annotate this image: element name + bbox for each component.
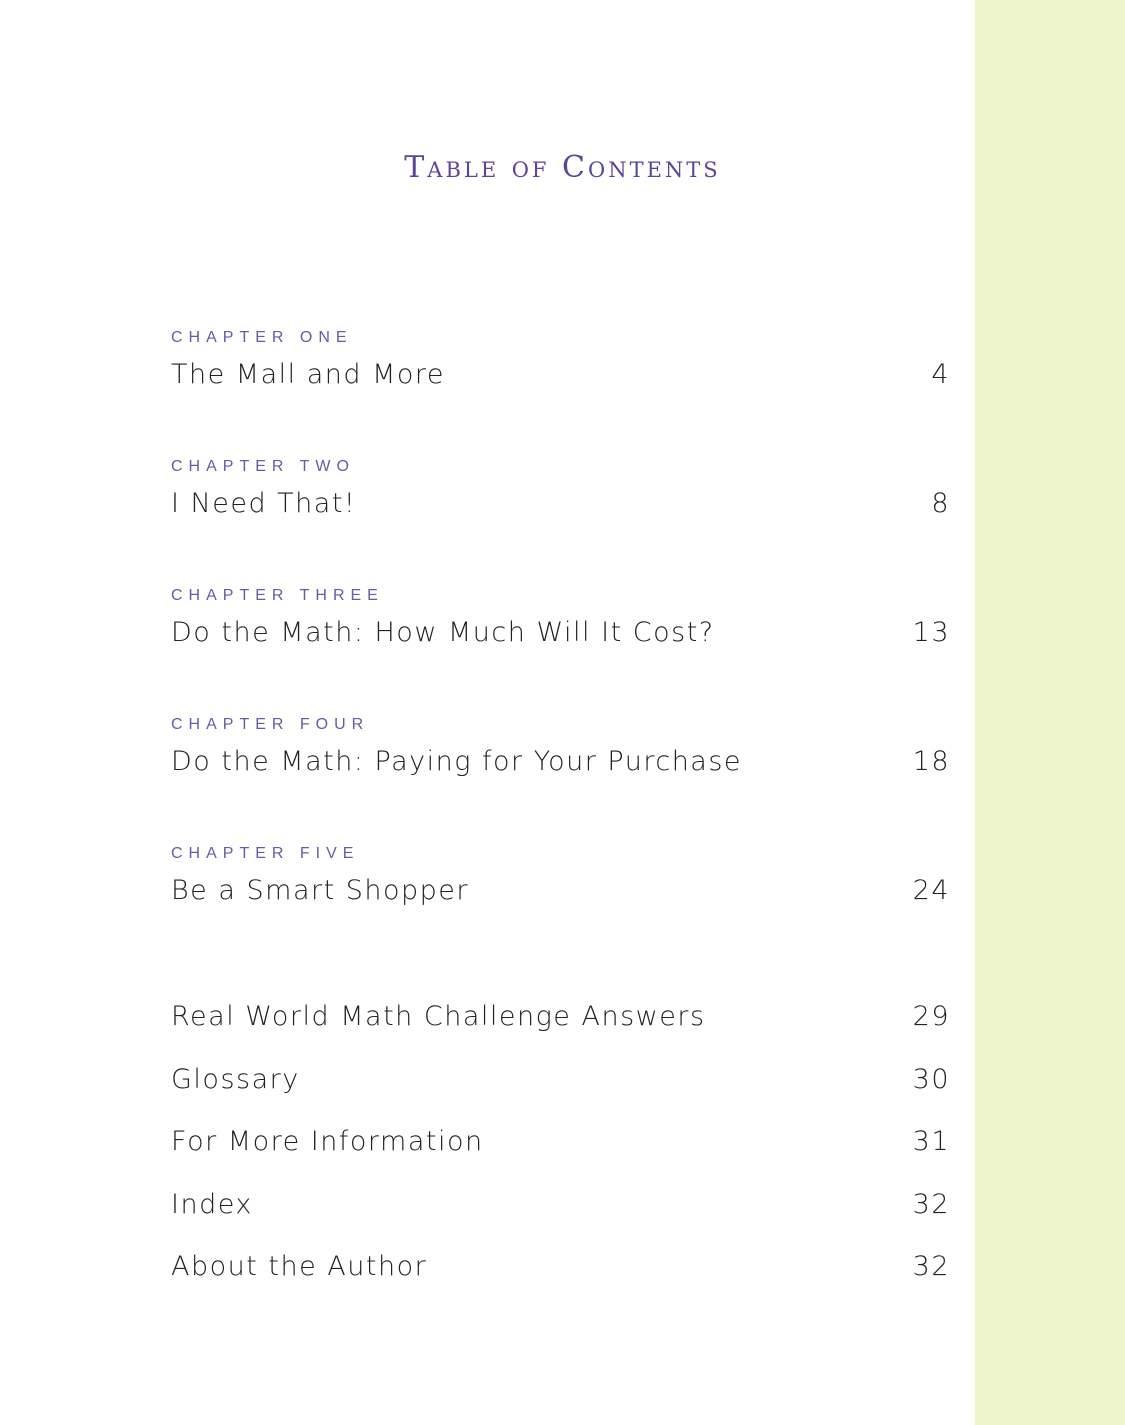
page-number: 29 [912,1001,950,1032]
chapter-label: CHAPTER FOUR [171,716,370,733]
chapter-title: Do the Math: Paying for Your Purchase [171,746,743,777]
entry-title: Real World Math Challenge Answers [171,1001,706,1032]
chapter-label: CHAPTER FIVE [171,845,360,862]
chapter-label: CHAPTER ONE [171,329,353,346]
chapter-entry-four [171,714,950,782]
chapter-entry-two [171,456,950,524]
entry-title: Index [171,1189,253,1220]
page-number: 4 [931,359,950,390]
page-number: 32 [912,1189,950,1220]
side-color-band [975,0,1125,1425]
page-number: 31 [912,1126,950,1157]
toc-entry[interactable] [171,742,950,782]
entry-title: For More Information [171,1126,484,1157]
chapter-title: Be a Smart Shopper [171,875,470,906]
entry-title: Glossary [171,1064,300,1095]
toc-entry[interactable] [171,484,950,524]
chapter-title: The Mall and More [171,359,446,390]
chapter-title: I Need That! [171,488,357,519]
page-number: 32 [912,1251,950,1282]
backmatter-entry-author [171,1247,950,1287]
backmatter-entry-index [171,1185,950,1225]
page-title: Table of Contents [404,150,721,185]
backmatter-entry-more-info [171,1122,950,1162]
toc-entry[interactable] [171,613,950,653]
page-number: 18 [912,746,950,777]
toc-entry[interactable] [171,1247,950,1287]
page-number: 13 [912,617,950,648]
entry-title: About the Author [171,1251,428,1282]
backmatter-entry-glossary [171,1060,950,1100]
backmatter-entry-answers [171,997,950,1037]
toc-entry[interactable] [171,1122,950,1162]
toc-entry[interactable] [171,355,950,395]
chapter-label: CHAPTER TWO [171,458,355,475]
page-number: 24 [912,875,950,906]
chapter-title: Do the Math: How Much Will It Cost? [171,617,715,648]
page-number: 30 [912,1064,950,1095]
chapter-entry-five [171,843,950,911]
toc-entry[interactable] [171,997,950,1037]
chapter-entry-one [171,327,950,395]
toc-entry[interactable] [171,871,950,911]
page-number: 8 [931,488,950,519]
toc-entry[interactable] [171,1185,950,1225]
chapter-label: CHAPTER THREE [171,587,384,604]
chapter-entry-three [171,585,950,653]
toc-entry[interactable] [171,1060,950,1100]
